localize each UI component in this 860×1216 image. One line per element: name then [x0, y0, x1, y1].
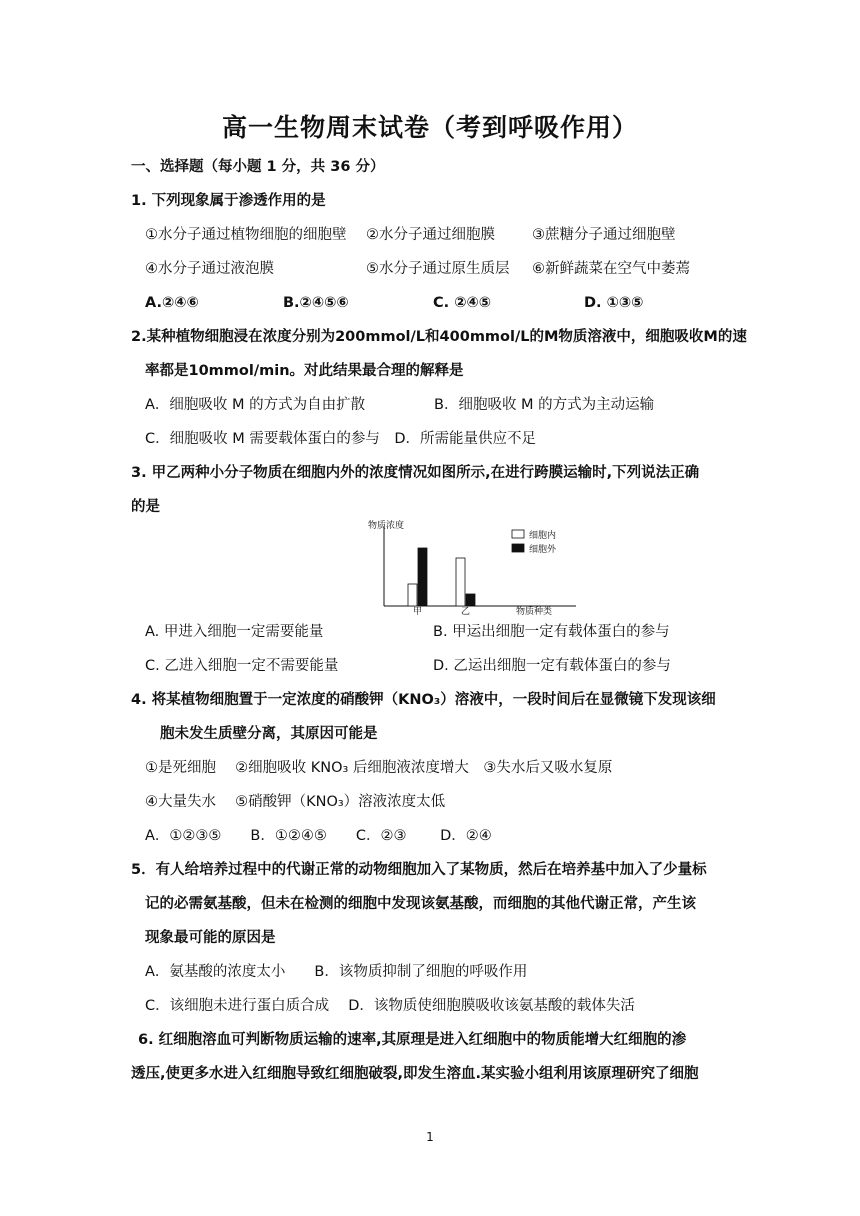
bar-outside-2 [466, 594, 475, 606]
q4-items-row1: ①是死细胞 ②细胞吸收 KNO₃ 后细胞液浓度增大 ③失水后又吸水复原 [145, 760, 613, 776]
q1-option-a: A.②④⑥ [145, 295, 199, 311]
q1-option-d: D. ①③⑤ [584, 295, 644, 311]
q2-stem-cont: 率都是10mmol/min。对此结果最合理的解释是 [145, 363, 464, 379]
q1-item: ①水分子通过植物细胞的细胞壁 [145, 227, 347, 243]
document-title: 高一生物周末试卷（考到呼吸作用） [221, 113, 638, 142]
category-label: 甲 [413, 607, 423, 616]
section-heading: 一、选择题（每小题 1 分，共 36 分） [131, 159, 385, 175]
q1-option-b: B.②④⑤⑥ [283, 295, 349, 311]
q3-option-b: B. 甲运出细胞一定有载体蛋白的参与 [433, 624, 670, 640]
q6-stem-cont: 透压,使更多水进入红细胞导致红细胞破裂,即发生溶血.某实验小组利用该原理研究了细胞 [131, 1066, 699, 1082]
q5-stem-cont: 记的必需氨基酸，但未在检测的细胞中发现该氨基酸，而细胞的其他代谢正常，产生该 [145, 896, 696, 912]
q3-stem: 3. 甲乙两种小分子物质在细胞内外的浓度情况如图所示,在进行跨膜运输时,下列说法正确 [131, 465, 700, 481]
q6-stem: 6. 红细胞溶血可判断物质运输的速率,其原理是进入红细胞中的物质能增大红细胞的渗 [138, 1032, 687, 1048]
legend-label: 细胞内 [529, 531, 557, 541]
q4-stem-cont: 胞未发生质壁分离，其原因可能是 [160, 726, 378, 742]
q4-items-row2: ④大量失水 ⑤硝酸钾（KNO₃）溶液浓度太低 [145, 794, 446, 810]
y-axis-label: 物质浓度 [368, 521, 405, 531]
q2-option-b: B．细胞吸收 M 的方式为主动运输 [434, 397, 655, 413]
legend-label: 细胞外 [529, 545, 557, 555]
q3-stem-cont: 的是 [131, 499, 160, 515]
q3-option-c: C. 乙进入细胞一定不需要能量 [145, 658, 339, 674]
q5-option-cd: C．该细胞未进行蛋白质合成 D．该物质使细胞膜吸收该氨基酸的载体失活 [145, 998, 635, 1014]
q4-stem: 4. 将某植物细胞置于一定浓度的硝酸钾（KNO₃）溶液中，一段时间后在显微镜下发现该细 [131, 692, 716, 708]
q1-option-c: C. ②④⑤ [433, 295, 492, 311]
q4-options: A．①②③⑤ B．①②④⑤ C．②③ D．②④ [145, 828, 492, 844]
x-axis-label: 物质种类 [516, 607, 553, 616]
page-number: 1 [426, 1130, 434, 1144]
q1-item: ④水分子通过液泡膜 [145, 261, 274, 277]
q5-stem: 5．有人给培养过程中的代谢正常的动物细胞加入了某物质，然后在培养基中加入了少量标 [131, 862, 707, 878]
legend-swatch [512, 530, 524, 538]
q1-item: ⑥新鲜蔬菜在空气中萎蔫 [532, 261, 690, 277]
concentration-bar-chart [366, 520, 586, 616]
legend-swatch [512, 544, 524, 552]
category-label: 乙 [461, 607, 471, 616]
q5-option-ab: A．氨基酸的浓度太小 B．该物质抑制了细胞的呼吸作用 [145, 964, 528, 980]
q3-option-a: A. 甲进入细胞一定需要能量 [145, 624, 324, 640]
bar-inside-1 [408, 584, 417, 606]
q2-stem: 2.某种植物细胞浸在浓度分别为200mmol/L和400mmol/L的M物质溶液中，细胞吸收M的速 [131, 329, 747, 345]
q1-stem: 1. 下列现象属于渗透作用的是 [131, 193, 326, 209]
bar-outside-1 [418, 548, 427, 606]
q3-option-d: D. 乙运出细胞一定有载体蛋白的参与 [433, 658, 671, 674]
q2-option-cd: C．细胞吸收 M 需要载体蛋白的参与 D．所需能量供应不足 [145, 431, 537, 447]
bar-inside-2 [456, 558, 465, 606]
q2-option-a: A．细胞吸收 M 的方式为自由扩散 [145, 397, 366, 413]
q1-item: ⑤水分子通过原生质层 [366, 261, 510, 277]
q1-item: ②水分子通过细胞膜 [366, 227, 495, 243]
q5-stem-cont2: 现象最可能的原因是 [145, 930, 276, 946]
q1-item: ③蔗糖分子通过细胞壁 [532, 227, 676, 243]
